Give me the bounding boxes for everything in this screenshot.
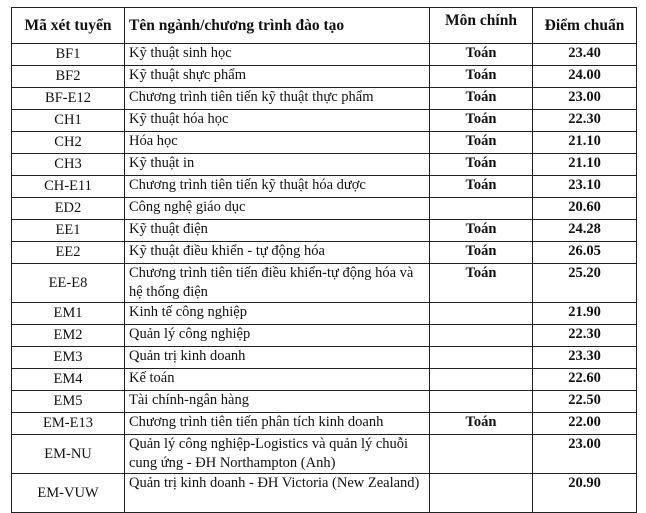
table-row: [12, 198, 637, 220]
program-name: Kỹ thuật sinh học: [125, 44, 430, 66]
main-subject: Toán: [430, 176, 533, 198]
cutoff-score: 22.60: [533, 369, 637, 391]
program-name: Hóa học: [125, 132, 430, 154]
program-code: EM-VUW: [12, 474, 125, 513]
table-row: [12, 325, 637, 347]
main-subject: [430, 325, 533, 347]
header-score: Điểm chuẩn: [533, 8, 637, 44]
table-row: [12, 110, 637, 132]
cutoff-score: 21.10: [533, 132, 637, 154]
cutoff-score: 26.05: [533, 242, 637, 264]
program-code: EM2: [12, 325, 125, 347]
program-code: EE-E8: [12, 264, 125, 303]
table-row: [12, 88, 637, 110]
table-row: [12, 347, 637, 369]
main-subject: Toán: [430, 110, 533, 132]
main-subject: Toán: [430, 66, 533, 88]
table-row: [12, 413, 637, 435]
main-subject: Toán: [430, 242, 533, 264]
table-row: [12, 391, 637, 413]
main-subject: Toán: [430, 88, 533, 110]
table-row: [12, 220, 637, 242]
table-row: [12, 303, 637, 325]
program-name: Kỹ thuật in: [125, 154, 430, 176]
program-name: Kỹ thuật shực phẩm: [125, 66, 430, 88]
table-header-row: [12, 8, 637, 44]
cutoff-score: 23.00: [533, 88, 637, 110]
cutoff-score: 21.90: [533, 303, 637, 325]
program-code: CH1: [12, 110, 125, 132]
program-code: EM4: [12, 369, 125, 391]
table-row: [12, 66, 637, 88]
program-code: EE2: [12, 242, 125, 264]
program-name: Chương trình tiên tiến điều khiển-tự động hóa và hệ thống điện: [125, 264, 430, 303]
table-row: [12, 176, 637, 198]
program-code: EM5: [12, 391, 125, 413]
program-name: Quản lý công nghiệp-Logistics và quản lý chuỗi cung ứng - ĐH Northampton (Anh): [125, 435, 430, 474]
program-code: EM3: [12, 347, 125, 369]
program-code: EM1: [12, 303, 125, 325]
table-row: [12, 154, 637, 176]
program-name: Kinh tế công nghiệp: [125, 303, 430, 325]
main-subject: [430, 369, 533, 391]
main-subject: [430, 435, 533, 474]
program-code: CH-E11: [12, 176, 125, 198]
main-subject: Toán: [430, 132, 533, 154]
cutoff-score: 23.00: [533, 435, 637, 474]
program-code: ED2: [12, 198, 125, 220]
header-program: Tên ngành/chương trình đào tạo: [125, 8, 430, 44]
program-name: Kỹ thuật điều khiển - tự động hóa: [125, 242, 430, 264]
main-subject: [430, 474, 533, 513]
program-name: Quản lý công nghiệp: [125, 325, 430, 347]
cutoff-score: 22.30: [533, 325, 637, 347]
cutoff-score: 22.50: [533, 391, 637, 413]
main-subject: Toán: [430, 264, 533, 303]
cutoff-score: 21.10: [533, 154, 637, 176]
program-name: Công nghệ giáo dục: [125, 198, 430, 220]
program-name: Chương trình tiên tiến kỹ thuật hóa dược: [125, 176, 430, 198]
program-name: Chương trình tiên tiến phân tích kinh doanh: [125, 413, 430, 435]
program-name: Kế toán: [125, 369, 430, 391]
main-subject: Toán: [430, 44, 533, 66]
cutoff-score: 24.28: [533, 220, 637, 242]
table-row: [12, 369, 637, 391]
main-subject: [430, 347, 533, 369]
header-code: Mã xét tuyển: [12, 8, 125, 44]
cutoff-score: 23.40: [533, 44, 637, 66]
cutoff-score: 23.10: [533, 176, 637, 198]
program-code: CH3: [12, 154, 125, 176]
main-subject: Toán: [430, 413, 533, 435]
cutoff-score: 23.30: [533, 347, 637, 369]
table-row: [12, 435, 637, 474]
cutoff-score: 22.30: [533, 110, 637, 132]
admission-scores-table: [11, 7, 637, 513]
program-code: BF-E12: [12, 88, 125, 110]
program-code: EM-NU: [12, 435, 125, 474]
program-name: Kỹ thuật hóa học: [125, 110, 430, 132]
main-subject: [430, 303, 533, 325]
cutoff-score: 24.00: [533, 66, 637, 88]
main-subject: [430, 198, 533, 220]
cutoff-score: 22.00: [533, 413, 637, 435]
main-subject: [430, 391, 533, 413]
table-row: [12, 264, 637, 303]
program-code: EE1: [12, 220, 125, 242]
program-name: Quản trị kinh doanh - ĐH Victoria (New Zealand): [125, 474, 430, 513]
header-subject: Môn chính: [430, 8, 533, 44]
cutoff-score: 25.20: [533, 264, 637, 303]
table-row: [12, 242, 637, 264]
program-name: Chương trình tiên tiến kỹ thuật thực phẩm: [125, 88, 430, 110]
table-row: [12, 44, 637, 66]
program-code: EM-E13: [12, 413, 125, 435]
program-code: CH2: [12, 132, 125, 154]
program-code: BF1: [12, 44, 125, 66]
program-name: Quản trị kinh doanh: [125, 347, 430, 369]
main-subject: Toán: [430, 220, 533, 242]
cutoff-score: 20.60: [533, 198, 637, 220]
table-row: [12, 132, 637, 154]
program-name: Kỹ thuật điện: [125, 220, 430, 242]
program-code: BF2: [12, 66, 125, 88]
program-name: Tài chính-ngân hàng: [125, 391, 430, 413]
cutoff-score: 20.90: [533, 474, 637, 513]
table-row: [12, 474, 637, 513]
main-subject: Toán: [430, 154, 533, 176]
